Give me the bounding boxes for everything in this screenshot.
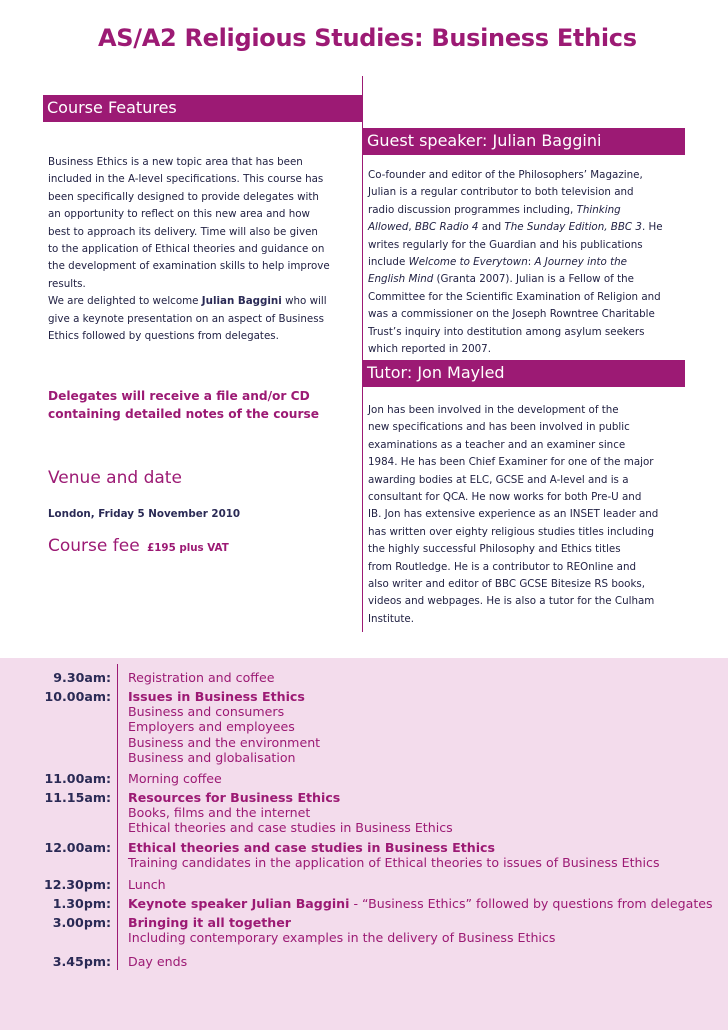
schedule-title: Ethical theories and case studies in Business Ethics: [128, 840, 495, 855]
cf-line: been specifically designed to provide delegates with: [48, 190, 319, 203]
schedule-description: [128, 954, 187, 969]
schedule-title: Issues in Business Ethics: [128, 689, 305, 704]
schedule-time: 11.00am:: [44, 771, 111, 786]
guest-speaker-band: [363, 128, 685, 155]
schedule-title: Keynote speaker Julian Baggini: [128, 896, 350, 911]
tutor-band: [363, 360, 685, 387]
schedule-description: [128, 790, 453, 836]
schedule-description: [128, 896, 713, 911]
schedule-subitem: Employers and employees: [128, 719, 295, 735]
schedule-description: [128, 689, 320, 765]
schedule-description: [128, 915, 555, 945]
schedule-title: Lunch: [128, 877, 166, 892]
cf-line: Business Ethics is a new topic area that has been: [48, 156, 303, 168]
cf-line: to the application of Ethical theories and guidance on: [48, 243, 325, 256]
course-fee-price: £195 plus VAT: [147, 542, 229, 554]
schedule-description: [128, 771, 222, 786]
schedule-subitem: Business and consumers: [128, 704, 285, 720]
schedule-description: [128, 877, 166, 892]
schedule-time: 11.15am:: [44, 790, 111, 805]
schedule-time: 1.30pm:: [52, 896, 111, 911]
schedule-divider: [117, 664, 118, 970]
schedule-subitem: Training candidates in the application of Ethical theories to issues of Business Ethics: [128, 855, 660, 871]
schedule-subitem: Including contemporary examples in the delivery of Business Ethics: [128, 930, 556, 946]
schedule-title: Bringing it all together: [128, 915, 291, 930]
schedule-time: 12.00am:: [44, 840, 111, 855]
venue-detail: London, Friday 5 November 2010: [48, 508, 241, 520]
schedule-time: 3.00pm:: [52, 915, 111, 930]
cf-line: give a keynote presentation on an aspect of Business: [48, 312, 324, 325]
page-title: AS/A2 Religious Studies: Business Ethics: [98, 24, 637, 52]
speaker-name: Julian Baggini: [201, 295, 282, 308]
guest-speaker-text: Co-founder and editor of the Philosophers’ Magazine, Julian is a regular contributor to both television and radio discussion programmes including, Thinking Allowed, BBC Radio 4 and The Sunday Edition, BBC 3. He writes regularly for the Guardian and his publications include Welcome to Everytown: A Journey into the English Mind (Granta 2007). Julian is a Fellow of the Committee for the Scientific Examination of Religion and was a commissioner on the Joseph Rowntree Charitable Trust’s inquiry into destitution among asylum seekers which reported in 2007.: [368, 169, 663, 356]
cf-line: included in the A-level specifications. This course has: [48, 173, 324, 186]
cf-line: an opportunity to reflect on this new area and how: [48, 208, 310, 221]
course-features-text: [48, 154, 330, 345]
venue-heading: Venue and date: [48, 468, 182, 488]
schedule-subitem: Books, films and the internet: [128, 805, 311, 821]
schedule-subitem: Business and globalisation: [128, 749, 296, 765]
tutor-text: Jon has been involved in the development of the new specifications and has been involved in public examinations as a teacher and an examiner since 1984. He has been Chief Examiner for one of the major awarding bodies at ELC, GCSE and A-level and is a consultant for QCA. He now works for both Pre-U and IB. Jon has extensive experience as an INSET leader and has written over eighty religious studies titles including the highly successful Philosophy and Ethics titles from Routledge. He is a contributor to REOnline and also writer and editor of BBC GCSE Bitesize RS books, videos and webpages. He is also a tutor for the Culham Institute.: [368, 404, 659, 625]
course-features-heading: Course Features: [47, 98, 177, 117]
cf-line: Ethics followed by questions from delegates.: [48, 330, 279, 343]
schedule-time: 10.00am:: [44, 689, 111, 704]
schedule-description: [128, 840, 660, 870]
schedule-subitem: Business and the environment: [128, 734, 321, 750]
cf-line: best to approach its delivery. Time will also be given: [48, 225, 318, 238]
schedule-subitem: Ethical theories and case studies in Business Ethics: [128, 820, 453, 836]
cf-line: results.: [48, 277, 86, 290]
cf-line: the development of examination skills to help improve: [48, 260, 330, 273]
schedule-title-suffix: - “Business Ethics” followed by questions from delegates: [349, 896, 713, 911]
schedule-description: [128, 670, 274, 685]
tutor-heading: Tutor: Jon Mayled: [367, 363, 505, 382]
column-divider: [362, 76, 363, 632]
cf-welcome-line: We are delighted to welcome Julian Baggini who will: [48, 295, 327, 308]
course-features-band: [43, 95, 363, 122]
schedule-title: Morning coffee: [128, 771, 222, 786]
guest-speaker-heading: Guest speaker: Julian Baggini: [367, 131, 602, 150]
schedule-time: 9.30am:: [53, 670, 111, 685]
schedule-title: Registration and coffee: [128, 670, 275, 685]
delegates-note: Delegates will receive a file and/or CD containing detailed notes of the course: [48, 389, 319, 421]
schedule-time: 3.45pm:: [52, 954, 111, 969]
schedule-title: Resources for Business Ethics: [128, 790, 341, 805]
schedule-title: Day ends: [128, 954, 188, 969]
schedule-time: 12.30pm:: [43, 877, 111, 892]
course-fee-heading: Course fee £195 plus VAT: [48, 536, 229, 556]
